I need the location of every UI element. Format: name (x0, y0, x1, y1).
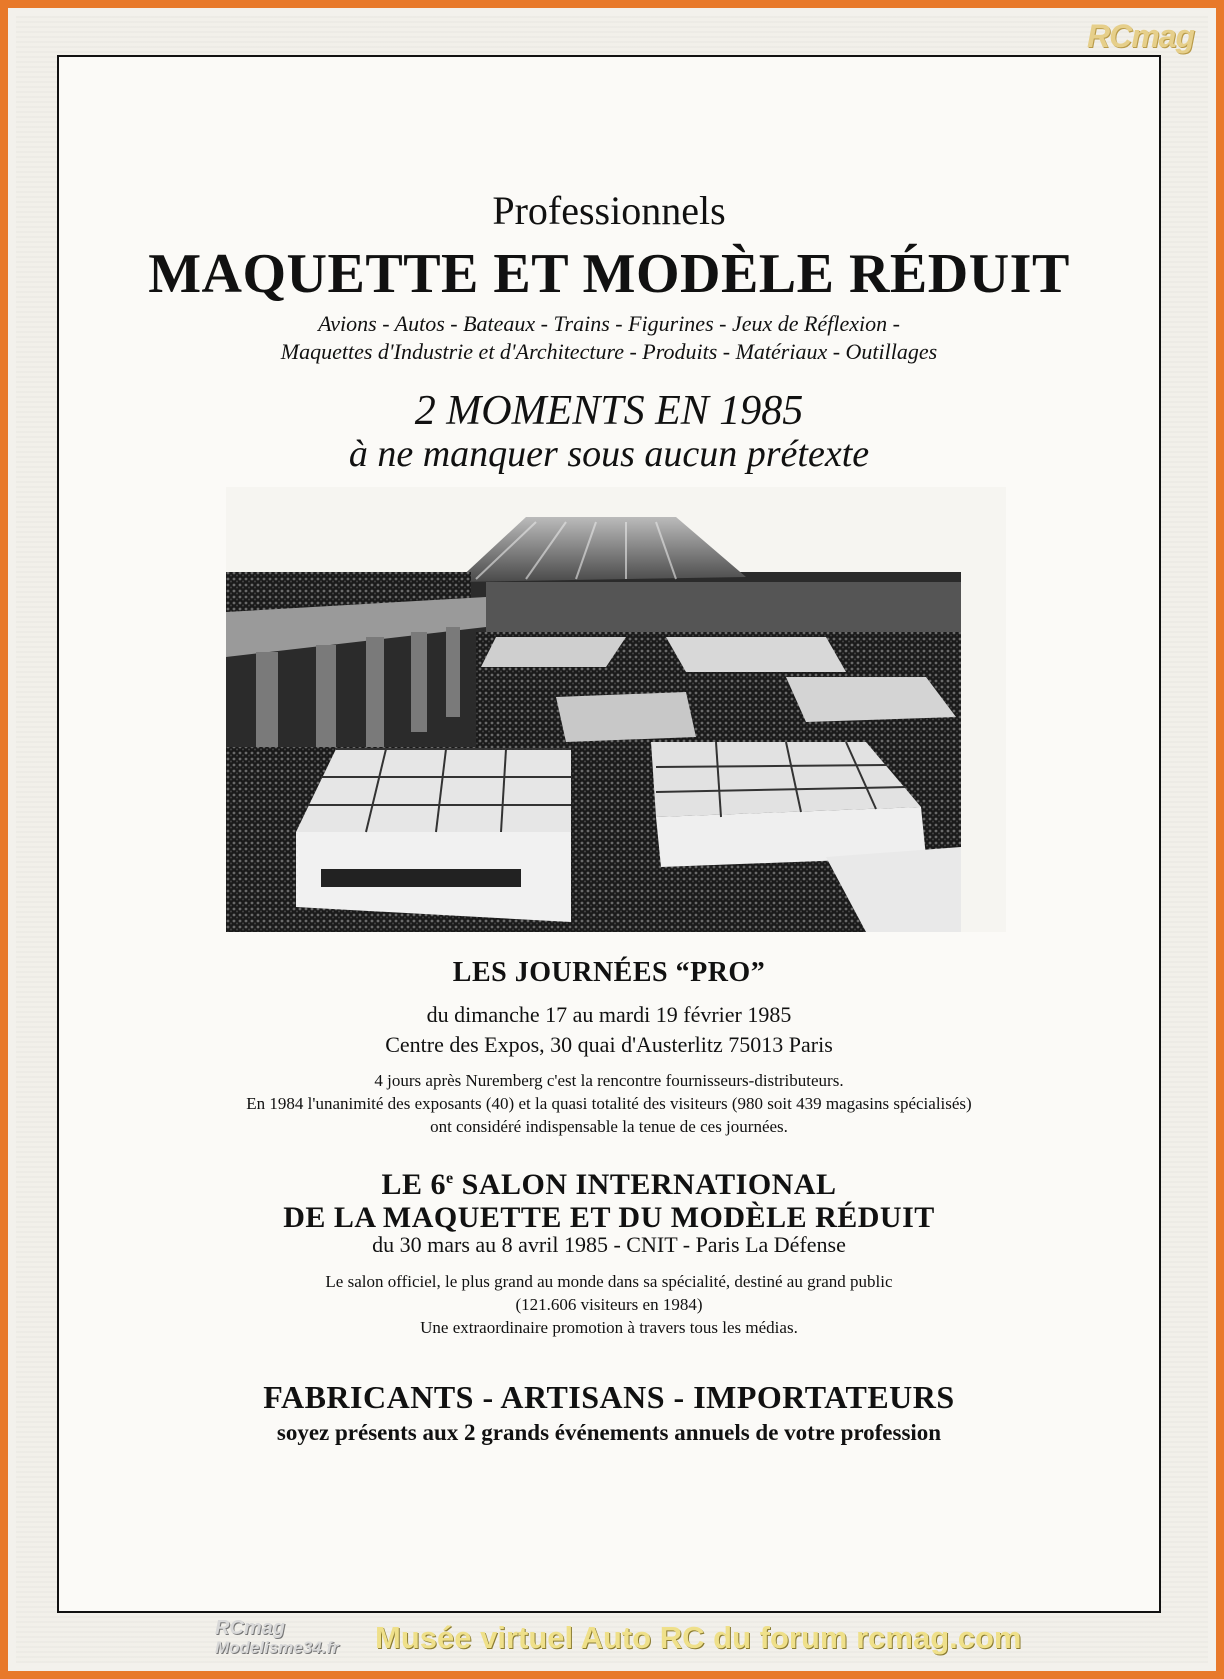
ad-headline: MAQUETTE ET MODÈLE RÉDUIT (148, 243, 1070, 305)
event2-description (59, 1270, 1159, 1339)
footer-logo-line: Modelisme34.fr (215, 1638, 339, 1657)
event2-title-line1: LE 6e SALON INTERNATIONAL (381, 1168, 837, 1201)
event1-title: LES JOURNÉES “PRO” (452, 957, 766, 988)
rcmag-watermark-logo: RCmag (1086, 18, 1194, 54)
event2-body-line: (121.606 visiteurs en 1984) (515, 1295, 703, 1314)
footer-logo-line: RCmag (215, 1617, 286, 1639)
exhibition-hall-photo (226, 487, 1006, 932)
advertisement (57, 55, 1161, 1613)
event2-dates: du 30 mars au 8 avril 1985 - CNIT - Paris La Défense (372, 1232, 846, 1257)
event2-title (59, 1162, 1159, 1234)
event1-body-line: 4 jours après Nuremberg c'est la rencontre fournisseurs-distributeurs. (374, 1071, 844, 1090)
event2-body-line: Le salon officiel, le plus grand au monde dans sa spécialité, destiné au grand public (325, 1272, 893, 1291)
event1-dates: du dimanche 17 au mardi 19 février 1985 (426, 1002, 792, 1027)
event2-title-line2: DE LA MAQUETTE ET DU MODÈLE RÉDUIT (283, 1201, 935, 1234)
footer-caption: Musée virtuel Auto RC du forum rcmag.com (375, 1620, 1022, 1655)
ad-kicker: Professionnels (492, 188, 726, 233)
category-line: Avions - Autos - Bateaux - Trains - Figurines - Jeux de Réflexion - (318, 311, 900, 336)
footer-logo (215, 1618, 339, 1658)
event1-body-line: ont considéré indispensable la tenue de ces journées. (430, 1117, 788, 1136)
moments-subtitle: à ne manquer sous aucun prétexte (348, 433, 870, 475)
cta-subtitle: soyez présents aux 2 grands événements annuels de votre profession (276, 1420, 942, 1445)
event1-body-line: En 1984 l'unanimité des exposants (40) et la quasi totalité des visiteurs (980 soit 439 magasins spécialisés) (246, 1094, 972, 1113)
moments-title: 2 MOMENTS EN 1985 (414, 388, 804, 434)
event1-place: Centre des Expos, 30 quai d'Austerlitz 75013 Paris (385, 1032, 833, 1057)
category-line: Maquettes d'Industrie et d'Architecture - Produits - Matériaux - Outillages (280, 339, 938, 364)
cta-title: FABRICANTS - ARTISANS - IMPORTATEURS (263, 1379, 955, 1415)
category-list (59, 310, 1159, 366)
event1-description (59, 1069, 1159, 1138)
event2-body-line: Une extraordinaire promotion à travers tous les médias. (420, 1318, 798, 1337)
